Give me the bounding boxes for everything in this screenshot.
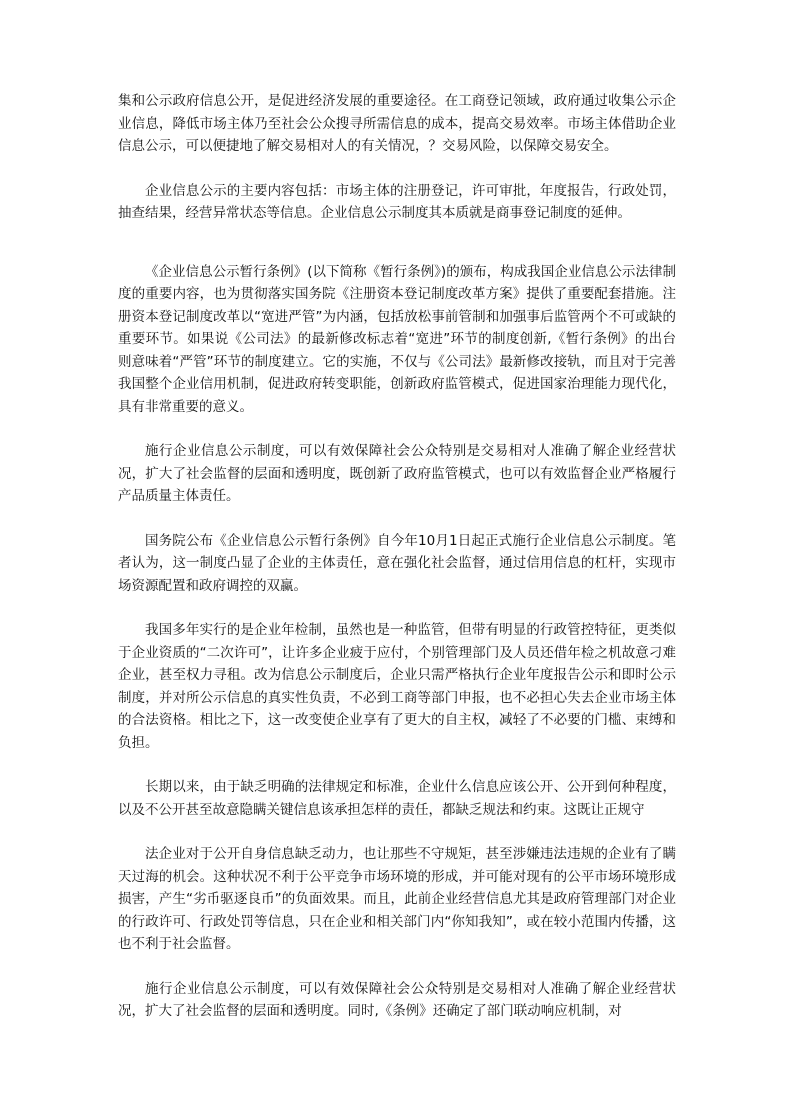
paragraph-2: 企业信息公示的主要内容包括：市场主体的注册登记，许可审批，年度报告，行政处罚，抽查结果，经营异常状态等信息。企业信息公示制度其本质就是商事登记制度的延伸。 xyxy=(118,182,676,221)
paragraph-3: 《企业信息公示暂行条例》(以下简称《暂行条例》)的颁布，构成我国企业信息公示法律制度的重要内容，也为贯彻落实国务院《注册资本登记制度改革方案》提供了重要配套措施。注册资本登记制度改革以“宽进严管”为内涵，包括放松事前管制和加强事后监管两个不可或缺的重要环节。如果说《公司法》的最新修改标志着“宽进”环节的制度创新,《暂行条例》的出台则意味着“严管”环节的制度建立。它的实施，不仅与《公司法》最新修改接轨，而且对于完善我国整个企业信用机制，促进政府转变职能，创新政府监管模式，促进国家治理能力现代化，具有非常重要的意义。 xyxy=(118,263,676,415)
paragraph-5: 国务院公布《企业信息公示暂行条例》自今年10月1日起正式施行企业信息公示制度。笔者认为，这一制度凸显了企业的主体责任，意在强化社会监督，通过信用信息的杠杆，实现市场资源配置和政府调控的双赢。 xyxy=(118,532,676,594)
paragraph-9: 施行企业信息公示制度，可以有效保障社会公众特别是交易相对人准确了解企业经营状况，扩大了社会监督的层面和透明度。同时,《条例》还确定了部门联动响应机制，对 xyxy=(118,980,676,1019)
paragraph-6: 我国多年实行的是企业年检制，虽然也是一种监管，但带有明显的行政管控特征，更类似于企业资质的“二次许可”，让许多企业疲于应付，个别管理部门及人员还借年检之机故意刁难企业，甚至权力寻租。改为信息公示制度后，企业只需严格执行企业年度报告公示和即时公示制度，并对所公示信息的真实性负责，不必到工商等部门申报，也不必担心失去企业市场主体的合法资格。相比之下，这一改变使企业享有了更大的自主权，减轻了不必要的门槛、束缚和负担。 xyxy=(118,622,676,751)
paragraph-4: 施行企业信息公示制度，可以有效保障社会公众特别是交易相对人准确了解企业经营状况，扩大了社会监督的层面和透明度，既创新了政府监管模式，也可以有效监督企业严格履行产品质量主体责任。 xyxy=(118,443,676,504)
document-page xyxy=(118,90,676,1023)
paragraph-1: 集和公示政府信息公开，是促进经济发展的重要途径。在工商登记领域，政府通过收集公示企业信息，降低市场主体乃至社会公众搜寻所需信息的成本，提高交易效率。市场主体借助企业信息公示，可以便捷地了解交易相对人的有关情况，？交易风险，以保障交易安全。 xyxy=(118,93,676,154)
paragraph-8: 法企业对于公开自身信息缺乏动力，也让那些不守规矩，甚至涉嫌违法违规的企业有了瞒天过海的机会。这种状况不利于公平竞争市场环境的形成，并可能对现有的公平市场环境形成损害，产生“劣币驱逐良币”的负面效果。而且，此前企业经营信息尤其是政府管理部门对企业的行政许可、行政处罚等信息，只在企业和相关部门内“你知我知”，或在较小范围内传播，这也不利于社会监督。 xyxy=(118,846,676,952)
paragraph-7: 长期以来，由于缺乏明确的法律规定和标准，企业什么信息应该公开、公开到何种程度，以及不公开甚至故意隐瞒关键信息该承担怎样的责任，都缺乏规法和约束。这既让正规守 xyxy=(118,779,676,818)
